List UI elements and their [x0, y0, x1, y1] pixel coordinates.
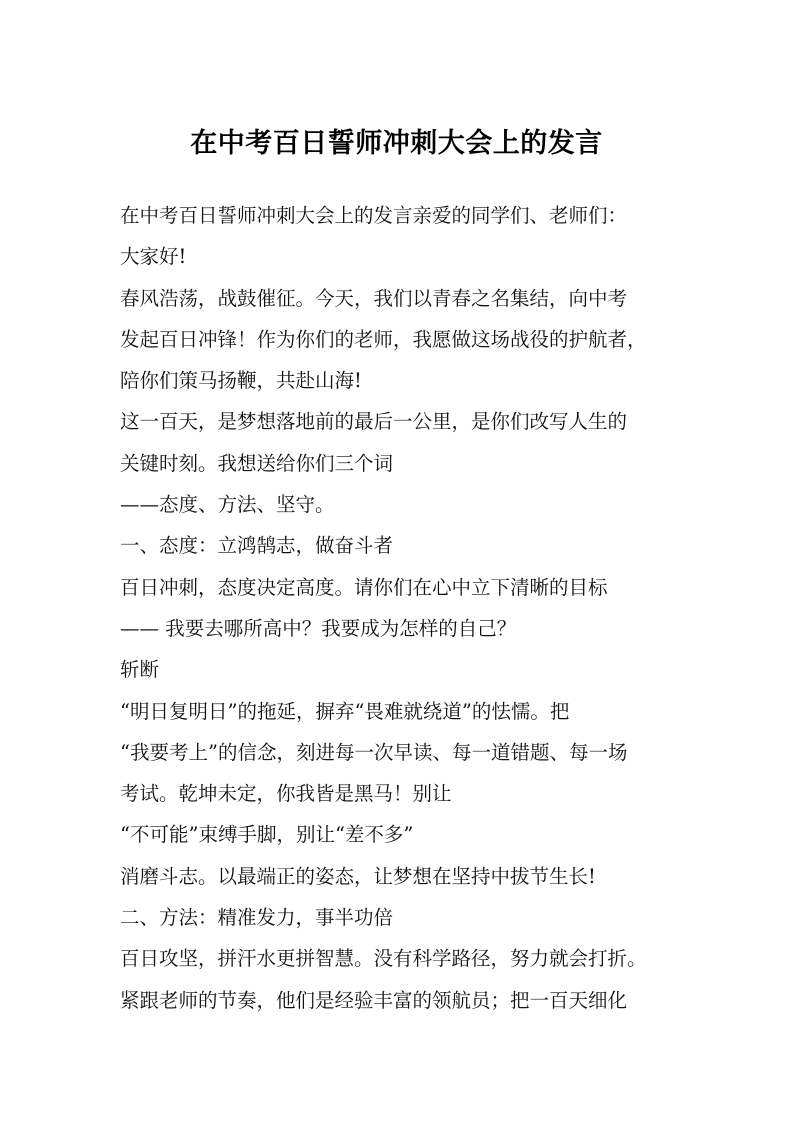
paragraph-line: 考试。乾坤未定，你我皆是黑马！别让: [120, 782, 452, 806]
document-title: 在中考百日誓师冲刺大会上的发言: [190, 128, 603, 159]
paragraph-line: 消磨斗志。以最端正的姿态，让梦想在坚持中拔节生长!: [120, 864, 596, 888]
paragraph-line: 紧跟老师的节奏，他们是经验丰富的领航员；把一百天细化: [120, 988, 628, 1012]
paragraph-line: 斩断: [120, 658, 160, 682]
paragraph-line: —— 我要去哪所高中？我要成为怎样的自己？: [120, 616, 517, 640]
section-heading: 一、态度：立鸿鹄志，做奋斗者: [120, 534, 394, 558]
paragraph-line: “明日复明日”的拖延，摒弃“畏难就绕道”的怯懦。把: [120, 699, 570, 723]
paragraph-line: ——态度、方法、坚守。: [120, 493, 335, 517]
paragraph-line: 陪你们策马扬鞭，共赴山海!: [120, 369, 362, 393]
paragraph-line: 关键时刻。我想送给你们三个词: [120, 451, 394, 475]
paragraph-line: 春风浩荡，战鼓催征。今天，我们以青春之名集结，向中考: [120, 286, 628, 310]
paragraph-line: “我要考上”的信念，刻进每一次早读、每一道错题、每一场: [120, 740, 628, 764]
paragraph-line: “不可能”束缚手脚，别让“差不多”: [120, 823, 414, 847]
section-heading: 二、方法：精准发力，事半功倍: [120, 906, 394, 930]
document-body: [120, 195, 680, 1021]
paragraph-line: 这一百天，是梦想落地前的最后一公里，是你们改写人生的: [120, 410, 628, 434]
paragraph-line: 发起百日冲锋！作为你们的老师，我愿做这场战役的护航者，: [120, 327, 647, 351]
paragraph-line: 百日冲刺，态度决定高度。请你们在心中立下清晰的目标: [120, 575, 608, 599]
paragraph-line: 在中考百日誓师冲刺大会上的发言亲爱的同学们、老师们：: [120, 204, 628, 227]
paragraph-line: 大家好!: [120, 245, 187, 269]
paragraph-line: 百日攻坚，拼汗水更拼智慧。没有科学路径，努力就会打折。: [120, 947, 647, 971]
